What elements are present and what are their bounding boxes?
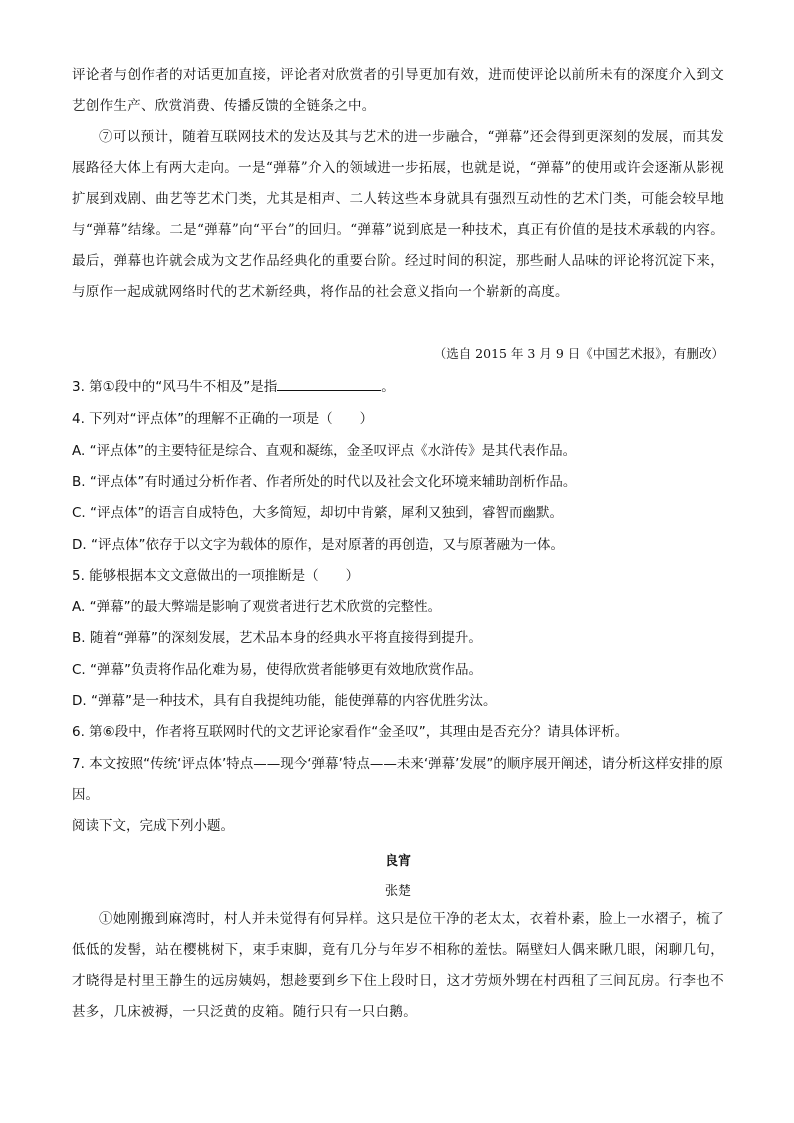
- question-5-option-c: C. “弹幕”负责将作品化难为易，使得欣赏者能够更有效地欣赏作品。: [72, 662, 482, 678]
- question-7: 7. 本文按照“传统‘评点体’特点——现今‘弹幕’特点——未来‘弹幕’发展”的顺序展开阐述，请分析这样安排的原因。: [72, 756, 723, 803]
- question-5: 5. 能够根据本文文意做出的一项推断是（ ）: [72, 568, 360, 584]
- question-5-option-d: D. “弹幕”是一种技术，具有自我提纯功能，能使弹幕的内容优胜劣汰。: [72, 693, 497, 709]
- question-4: 4. 下列对“评点体”的理解不正确的一项是（ ）: [72, 411, 374, 427]
- story-paragraph-1: ①她刚搬到麻湾时，村人并未觉得有何异样。这只是位干净的老太太，衣着朴素，脸上一水褶子，梳了低低的发髻，站在樱桃树下，束手束脚，竟有几分与年岁不相称的羞怯。隔壁妇人偶来瞅几眼，闲聊几句，才晓得是村里王静生的远房姨妈，想趁要到乡下住上段时日，这才劳烦外甥在村西租了三间瓦房。行李也不甚多，几床被褥，一只泛黄的皮箱。随行只有一只白鹅。: [72, 911, 724, 1020]
- story-title: 良宵: [384, 854, 411, 869]
- source-citation: （选自 2015 年 3 月 9 日《中国艺术报》，有删改）: [433, 346, 724, 361]
- question-3-end: 。: [381, 379, 395, 395]
- question-6: 6. 第⑥段中，作者将互联网时代的文艺评论家看作“金圣叹”，其理由是否充分？请具体评析。: [72, 724, 629, 740]
- reading-instruction: 阅读下文，完成下列小题。: [72, 818, 234, 834]
- question-4-option-d: D. “评点体”依存于以文字为载体的原作，是对原著的再创造，又与原著融为一体。: [72, 537, 564, 553]
- passage1-paragraph-7: ⑦可以预计，随着互联网技术的发达及其与艺术的进一步融合，“弹幕”还会得到更深刻的发展，而其发展路径大体上有两大走向。一是“弹幕”介入的领域进一步拓展，也就是说，“弹幕”的使用或许会逐渐从影视扩展到戏剧、曲艺等艺术门类，尤其是相声、二人转这些本身就具有强烈互动性的艺术门类，可能会较早地与“弹幕”结缘。二是“弹幕”向“平台”的回归。“弹幕”说到底是一种技术，真正有价值的是技术承载的内容。最后，弹幕也许就会成为文艺作品经典化的重要台阶。经过时间的积淀，那些耐人品味的评论将沉淀下来，与原作一起成就网络时代的艺术新经典，将作品的社会意义指向一个崭新的高度。: [72, 129, 724, 300]
- question-4-option-b: B. “评点体”有时通过分析作者、作者所处的时代以及社会文化环境来辅助剖析作品。: [72, 474, 577, 490]
- question-3-text: 3. 第①段中的“风马牛不相及”是指: [72, 379, 278, 395]
- question-5-option-a: A. “弹幕”的最大弊端是影响了观赏者进行艺术欣赏的完整性。: [72, 599, 442, 615]
- question-4-option-c: C. “评点体”的语言自成特色，大多简短，却切中肯綮，犀利又独到，睿智而幽默。: [72, 505, 563, 521]
- story-author: 张楚: [384, 884, 411, 899]
- question-3: [72, 372, 728, 403]
- passage1-paragraph-continued: 评论者与创作者的对话更加直接，评论者对欣赏者的引导更加有效，进而使评论以前所未有的深度介入到文艺创作生产、欣赏消费、传播反馈的全链条之中。: [72, 67, 724, 114]
- question-5-option-b: B. 随着“弹幕”的深刻发展，艺术品本身的经典水平将直接得到提升。: [72, 630, 482, 646]
- question-4-option-a: A. “评点体”的主要特征是综合、直观和凝练，金圣叹评点《水浒传》是其代表作品。: [72, 443, 577, 459]
- answer-blank[interactable]: [277, 376, 381, 391]
